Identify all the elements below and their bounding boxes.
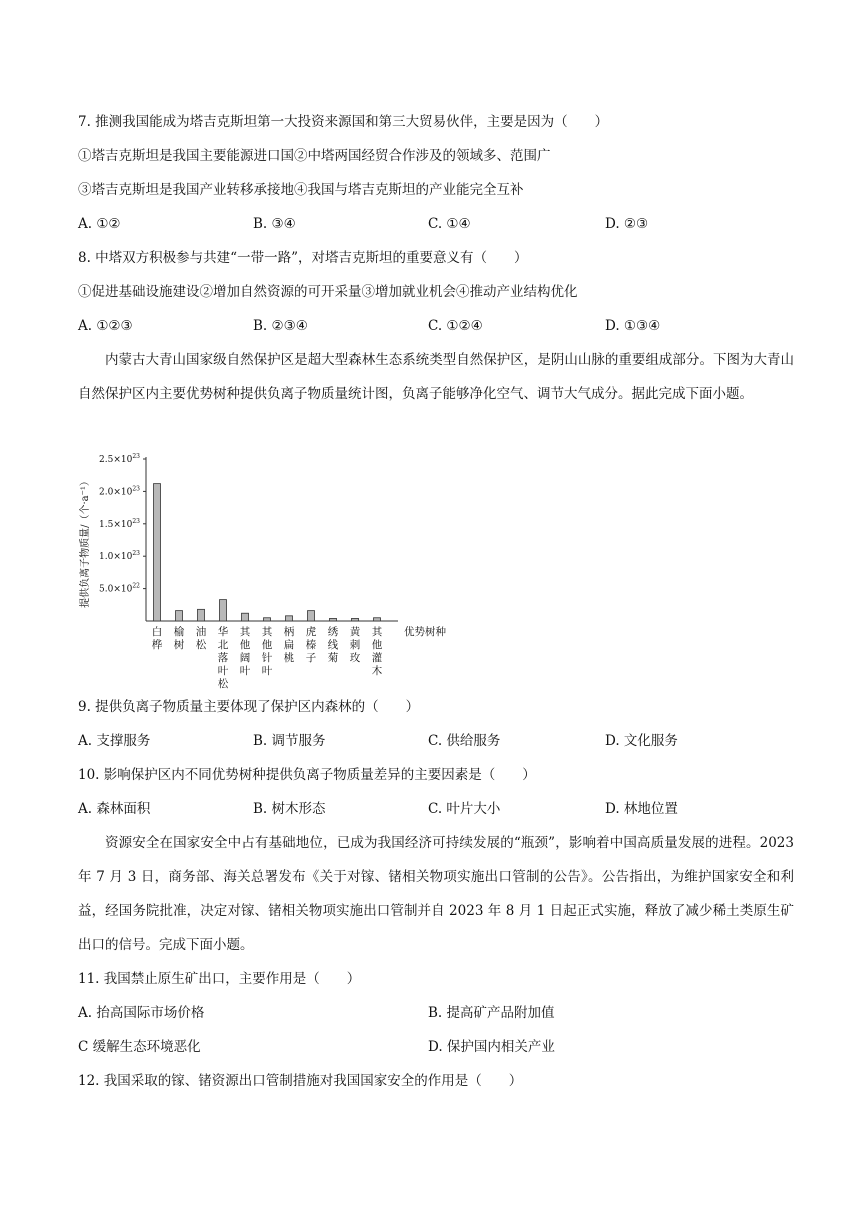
- q11-option-c[interactable]: C 缓解生态环境恶化: [78, 1039, 201, 1055]
- x-tick-label: 其他灌木: [371, 626, 383, 677]
- q8-option-c[interactable]: C. ①②④: [428, 318, 483, 334]
- q8-statement: ①促进基础设施建设②增加自然资源的可开采量③增加就业机会④推动产业结构优化: [78, 284, 578, 300]
- x-tick-label: 绣线菊: [327, 626, 339, 664]
- x-axis-title: 优势树种: [404, 626, 446, 638]
- q11-option-d[interactable]: D. 保护国内相关产业: [428, 1039, 555, 1055]
- q11-stem: 11. 我国禁止原生矿出口，主要作用是（ ）: [78, 971, 361, 987]
- q8-option-b[interactable]: B. ②③④: [253, 318, 308, 334]
- bar: [374, 618, 381, 621]
- x-tick-label: 华北落叶松: [217, 626, 229, 690]
- q10-option-a[interactable]: A. 森林面积: [78, 801, 151, 817]
- q7-option-d[interactable]: D. ②③: [605, 216, 649, 232]
- y-tick-label: $1.5\times 10^{23}$: [99, 517, 140, 530]
- q7-stem: 7. 推测我国能成为塔吉克斯坦第一大投资来源国和第三大贸易伙伴，主要是因为（ ）: [78, 114, 609, 130]
- y-tick-label: $1.0\times 10^{23}$: [99, 550, 140, 563]
- q7-option-b[interactable]: B. ③④: [253, 216, 296, 232]
- passage-resource-security: 资源安全在国家安全中占有基础地位，已成为我国经济可持续发展的“瓶颈”，影响着中国高质量发展的进程。2023 年 7 月 3 日，商务部、海关总署发布《关于对镓、锗相关物项实施出口管制的公告》。公告指出，为维护国家安全和利益，经国务院批准，决定对镓、锗相关物项实施出口管制并自 2023 年 8 月 1 日起正式实施，释放了减少稀土类原生矿出口的信号。完成下面小题。: [78, 835, 794, 953]
- bar: [352, 618, 359, 621]
- x-tick-label: 柄扁桃: [283, 626, 295, 664]
- q9-option-c[interactable]: C. 供给服务: [428, 733, 501, 749]
- negative-ion-bar-chart: [70, 445, 470, 690]
- q8-stem: 8. 中塔双方积极参与共建“一带一路”，对塔吉克斯坦的重要意义有（ ）: [78, 250, 528, 266]
- x-tick-label: 虎榛子: [305, 626, 317, 664]
- x-tick-label: 榆树: [173, 626, 185, 651]
- q7-option-c[interactable]: C. ①④: [428, 216, 471, 232]
- x-tick-label: 其他阔叶: [239, 626, 251, 677]
- q11-option-a[interactable]: A. 抬高国际市场价格: [78, 1005, 205, 1021]
- y-tick-label: $2.0\times 10^{23}$: [99, 485, 140, 498]
- bar: [308, 611, 315, 621]
- y-axis-title: 提供负离子物质量/（个·a⁻¹）: [80, 476, 91, 608]
- q9-option-a[interactable]: A. 支撑服务: [78, 733, 151, 749]
- bar: [330, 618, 337, 621]
- bar: [242, 613, 249, 621]
- q7-option-a[interactable]: A. ①②: [78, 216, 121, 232]
- q10-option-b[interactable]: B. 树木形态: [253, 801, 326, 817]
- x-tick-label: 白桦: [151, 626, 163, 651]
- q9-option-b[interactable]: B. 调节服务: [253, 733, 326, 749]
- bar: [154, 484, 161, 621]
- bar: [220, 600, 227, 621]
- q10-option-c[interactable]: C. 叶片大小: [428, 801, 501, 817]
- q9-option-d[interactable]: D. 文化服务: [605, 733, 678, 749]
- x-tick-label: 其他针叶: [261, 626, 273, 677]
- q10-option-d[interactable]: D. 林地位置: [605, 801, 678, 817]
- q12-stem: 12. 我国采取的镓、锗资源出口管制措施对我国国家安全的作用是（ ）: [78, 1073, 523, 1089]
- passage-daqingshan: 内蒙古大青山国家级自然保护区是超大型森林生态系统类型自然保护区，是阴山山脉的重要组成部分。下图为大青山自然保护区内主要优势树种提供负离子物质量统计图，负离子能够净化空气、调节大气成分。据此完成下面小题。: [78, 352, 794, 402]
- y-tick-label: $2.5\times 10^{23}$: [99, 453, 140, 465]
- x-tick-label: 油松: [195, 626, 207, 651]
- q7-statement-2: ③塔吉克斯坦是我国产业转移承接地④我国与塔吉克斯坦的产业能完全互补: [78, 182, 524, 198]
- q8-option-d[interactable]: D. ①③④: [605, 318, 661, 334]
- bar: [286, 616, 293, 621]
- bar: [176, 611, 183, 621]
- q10-stem: 10. 影响保护区内不同优势树种提供负离子物质量差异的主要因素是（ ）: [78, 767, 536, 783]
- bar: [198, 609, 205, 621]
- q9-stem: 9. 提供负离子物质量主要体现了保护区内森林的（ ）: [78, 699, 420, 715]
- q11-option-b[interactable]: B. 提高矿产品附加值: [428, 1005, 555, 1021]
- q7-statement-1: ①塔吉克斯坦是我国主要能源进口国②中塔两国经贸合作涉及的领域多、范围广: [78, 148, 551, 164]
- bar: [264, 618, 271, 621]
- y-tick-label: $5.0\times 10^{22}$: [99, 582, 140, 595]
- x-tick-label: 黄刺玫: [349, 626, 361, 664]
- q8-option-a[interactable]: A. ①②③: [78, 318, 133, 334]
